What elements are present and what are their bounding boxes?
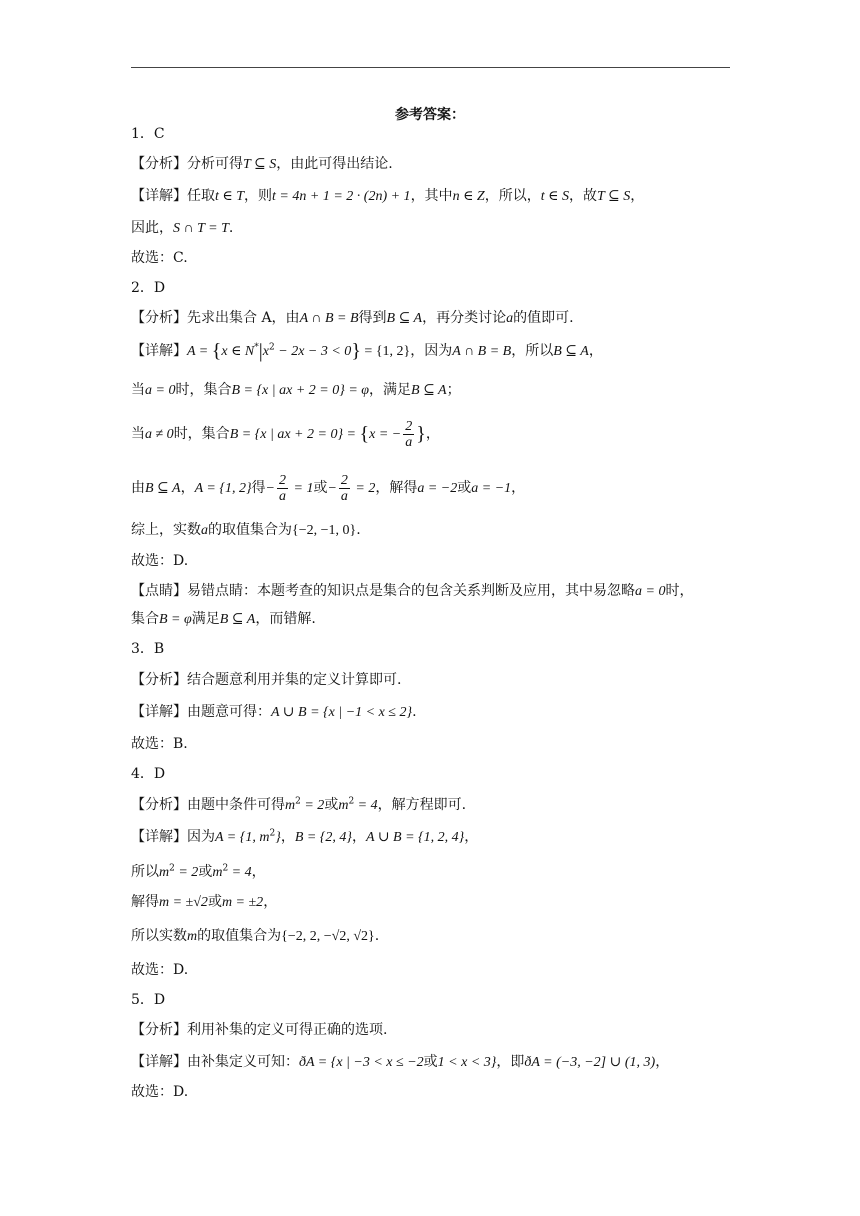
q1-number: 1．C bbox=[131, 126, 165, 142]
q2-summary bbox=[131, 520, 361, 541]
text: 因为 bbox=[187, 829, 215, 845]
denominator: a bbox=[279, 488, 286, 504]
q1-answer: 故选：C. bbox=[131, 250, 188, 266]
q2-number: 2．D bbox=[131, 280, 166, 296]
brace-close: } bbox=[351, 340, 361, 362]
text: 解得 bbox=[131, 894, 159, 910]
detail-tag: 【详解】 bbox=[131, 188, 187, 204]
text: ，所以 bbox=[511, 343, 554, 359]
math: a = 0 bbox=[635, 584, 666, 599]
text: ， bbox=[588, 343, 603, 359]
math: a ≠ 0 bbox=[145, 427, 174, 442]
text: 时，集合 bbox=[175, 382, 232, 398]
q4-detail bbox=[131, 827, 478, 848]
text: 所以实数 bbox=[131, 928, 187, 944]
text: ，所以， bbox=[484, 188, 541, 204]
math: B = φ bbox=[159, 612, 192, 627]
numerator: 2 bbox=[405, 418, 413, 434]
math: ðA = {x | −3 < x ≤ −2 bbox=[299, 1055, 424, 1070]
analysis-tag: 【分析】 bbox=[131, 797, 187, 813]
denominator: a bbox=[405, 434, 413, 450]
text: ，而错解. bbox=[255, 611, 316, 627]
text: . bbox=[228, 220, 234, 236]
text: ， bbox=[464, 829, 479, 845]
math: = 2 bbox=[351, 481, 376, 496]
math: 1 < x < 3} bbox=[437, 1055, 497, 1070]
fraction bbox=[277, 473, 288, 504]
q2-analysis bbox=[131, 308, 574, 329]
superscript: 2 bbox=[269, 342, 275, 353]
math: B = {2, 4} bbox=[294, 830, 353, 845]
math: = 2 bbox=[174, 865, 199, 880]
math: = 2 bbox=[300, 798, 325, 813]
text: ，则 bbox=[244, 188, 273, 204]
text: 或 bbox=[313, 480, 328, 496]
text: ，其中 bbox=[410, 188, 453, 204]
q3-number: 3．B bbox=[131, 641, 165, 657]
math: A ∪ B = {x | −1 < x ≤ 2} bbox=[271, 705, 413, 720]
math: ðA = (−3, −2] ∪ (1, 3) bbox=[524, 1055, 656, 1070]
math: A ∪ B = {1, 2, 4} bbox=[366, 830, 465, 845]
q5-analysis bbox=[131, 1020, 387, 1040]
math: A ∩ B = B bbox=[299, 311, 359, 326]
math: = 1 bbox=[290, 481, 314, 496]
math: A = {1, m bbox=[215, 830, 270, 845]
math: t ∈ T bbox=[215, 189, 245, 204]
math: A = {1, 2} bbox=[194, 481, 252, 496]
q2-case-1 bbox=[131, 380, 461, 401]
denominator: a bbox=[340, 488, 348, 504]
text: ， bbox=[251, 864, 266, 880]
math: {−2, 2, −√2, √2} bbox=[281, 929, 375, 944]
text: 或 bbox=[423, 1054, 438, 1070]
text: 满足 bbox=[191, 611, 220, 627]
text: ，解方程即可. bbox=[377, 797, 467, 813]
text: 或 bbox=[198, 864, 213, 880]
math: x bbox=[262, 344, 270, 359]
math: − 2x − 3 < 0 bbox=[274, 344, 352, 359]
text: ， bbox=[263, 894, 278, 910]
q2-solve bbox=[131, 470, 525, 507]
math: A = bbox=[187, 344, 212, 359]
math: B ⊆ A bbox=[411, 383, 447, 398]
detail-tag: 【详解】 bbox=[131, 829, 187, 845]
text: ，即 bbox=[496, 1054, 525, 1070]
text: ，由此可得出结论. bbox=[276, 156, 393, 172]
text: ， bbox=[280, 829, 295, 845]
text: 或 bbox=[324, 797, 339, 813]
note-tag: 【点睛】 bbox=[131, 583, 187, 599]
fraction bbox=[403, 419, 414, 450]
math: t = 4n + 1 = 2 · (2n) + 1 bbox=[272, 189, 411, 204]
numerator: 2 bbox=[279, 472, 286, 488]
math: T ⊆ S bbox=[243, 157, 277, 172]
math: = {1, 2} bbox=[360, 344, 411, 359]
analysis-tag: 【分析】 bbox=[131, 310, 187, 326]
text: 时，集合 bbox=[173, 426, 230, 442]
text: ， bbox=[180, 480, 195, 496]
math: t ∈ S bbox=[540, 189, 569, 204]
q4-answer: 故选：D. bbox=[131, 962, 189, 978]
superscript: 2 bbox=[348, 796, 355, 807]
math: A ∩ B = B bbox=[452, 344, 512, 359]
text: 综上，实数 bbox=[131, 522, 201, 538]
math: m bbox=[285, 798, 296, 813]
text: 得到 bbox=[358, 310, 387, 326]
text: 的取值集合为 bbox=[208, 522, 292, 538]
text: ，满足 bbox=[369, 382, 412, 398]
math: B ⊆ A bbox=[145, 481, 181, 496]
text: . bbox=[412, 704, 417, 720]
text: 由题中条件可得 bbox=[187, 797, 285, 813]
math: B = {x | ax + 2 = 0} = bbox=[229, 427, 360, 442]
math: m bbox=[212, 865, 223, 880]
numerator: 2 bbox=[340, 472, 348, 488]
detail-tag: 【详解】 bbox=[131, 1054, 187, 1070]
text: 因此， bbox=[131, 220, 173, 236]
superscript: 2 bbox=[269, 828, 276, 839]
q4-analysis bbox=[131, 795, 466, 816]
math: a = −1 bbox=[471, 481, 512, 496]
text: ， bbox=[511, 480, 526, 496]
text: 先求出集合 A，由 bbox=[187, 310, 300, 326]
text: 分析可得 bbox=[187, 156, 243, 172]
text: 结合题意利用并集的定义计算即可. bbox=[187, 672, 402, 688]
text: 利用补集的定义可得正确的选项. bbox=[187, 1022, 388, 1038]
q2-case-2 bbox=[131, 416, 440, 453]
math: } bbox=[275, 830, 281, 845]
math: B = {x | ax + 2 = 0} = φ bbox=[231, 383, 370, 398]
brace-open: { bbox=[211, 340, 222, 362]
text: . bbox=[356, 522, 361, 538]
analysis-tag: 【分析】 bbox=[131, 156, 187, 172]
q4-line-3 bbox=[131, 892, 277, 913]
text: . bbox=[374, 928, 380, 944]
math: = 4 bbox=[354, 798, 378, 813]
q2-detail bbox=[131, 341, 603, 362]
text: ， bbox=[630, 188, 645, 204]
math: x = − bbox=[369, 427, 402, 442]
math: m bbox=[187, 929, 198, 944]
q4-line-2 bbox=[131, 862, 266, 883]
math: a = −2 bbox=[417, 481, 458, 496]
q5-answer: 故选：D. bbox=[131, 1084, 189, 1100]
q2-note-cont bbox=[131, 609, 316, 630]
text: ； bbox=[446, 382, 461, 398]
math: {−2, −1, 0} bbox=[292, 523, 357, 538]
math: S ∩ T = T bbox=[173, 221, 229, 236]
text: 的值即可. bbox=[513, 310, 574, 326]
q4-number: 4．D bbox=[131, 766, 166, 782]
page-title: 参考答案： bbox=[395, 107, 465, 123]
math: a bbox=[201, 523, 208, 538]
text: 当 bbox=[131, 382, 145, 398]
text: 由 bbox=[131, 480, 145, 496]
brace-close: } bbox=[416, 423, 426, 445]
q3-detail bbox=[131, 702, 417, 723]
brace-open: { bbox=[359, 423, 370, 445]
text: 任取 bbox=[187, 188, 215, 204]
text: 得 bbox=[251, 480, 266, 496]
text: 的取值集合为 bbox=[197, 928, 282, 944]
math: n ∈ Z bbox=[452, 189, 485, 204]
header-rule bbox=[131, 67, 730, 68]
detail-tag: 【详解】 bbox=[131, 704, 187, 720]
q3-analysis bbox=[131, 670, 401, 690]
math: − bbox=[265, 481, 275, 496]
bar: | bbox=[258, 340, 263, 362]
q2-note bbox=[131, 581, 693, 602]
q4-line-4 bbox=[131, 926, 379, 947]
math: T ⊆ S bbox=[596, 189, 631, 204]
text: 所以 bbox=[131, 864, 159, 880]
text: ， bbox=[655, 1054, 670, 1070]
superscript: 2 bbox=[169, 863, 175, 874]
superscript: 2 bbox=[295, 796, 301, 807]
math: B ⊆ A bbox=[553, 344, 589, 359]
text: ，解得 bbox=[375, 480, 418, 496]
text: 集合 bbox=[131, 611, 159, 627]
q5-detail bbox=[131, 1052, 669, 1073]
analysis-tag: 【分析】 bbox=[131, 1022, 187, 1038]
q1-conclusion bbox=[131, 218, 233, 239]
math: B ⊆ A bbox=[386, 311, 423, 326]
q1-detail bbox=[131, 186, 644, 207]
math: a bbox=[506, 311, 514, 326]
text: 当 bbox=[131, 426, 145, 442]
math: m = ±2 bbox=[221, 895, 264, 910]
detail-tag: 【详解】 bbox=[131, 343, 187, 359]
text: ，故 bbox=[568, 188, 597, 204]
q5-number: 5．D bbox=[131, 992, 166, 1008]
text: ， bbox=[425, 426, 440, 442]
text: ，因为 bbox=[410, 343, 453, 359]
math: m = ±√2 bbox=[159, 895, 208, 910]
text: 由补集定义可知： bbox=[187, 1054, 299, 1070]
math: B ⊆ A bbox=[219, 612, 256, 627]
text: 或 bbox=[457, 480, 472, 496]
math: x ∈ N bbox=[221, 344, 255, 359]
q2-answer: 故选：D. bbox=[131, 553, 189, 569]
analysis-tag: 【分析】 bbox=[131, 672, 187, 688]
fraction bbox=[339, 473, 350, 504]
superscript: 2 bbox=[222, 863, 229, 874]
math: a = 0 bbox=[145, 383, 176, 398]
text: ， bbox=[352, 829, 367, 845]
text: 时， bbox=[665, 583, 694, 599]
math: − bbox=[327, 481, 337, 496]
q3-answer: 故选：B. bbox=[131, 736, 188, 752]
text: 或 bbox=[207, 894, 222, 910]
math: m bbox=[338, 798, 349, 813]
math: = 4 bbox=[228, 865, 252, 880]
text: 由题意可得： bbox=[187, 704, 271, 720]
q1-analysis bbox=[131, 154, 393, 175]
superscript: * bbox=[254, 342, 259, 353]
text: 易错点睛：本题考查的知识点是集合的包含关系判断及应用，其中易忽略 bbox=[187, 583, 635, 599]
text: ，再分类讨论 bbox=[422, 310, 507, 326]
math: m bbox=[159, 865, 170, 880]
